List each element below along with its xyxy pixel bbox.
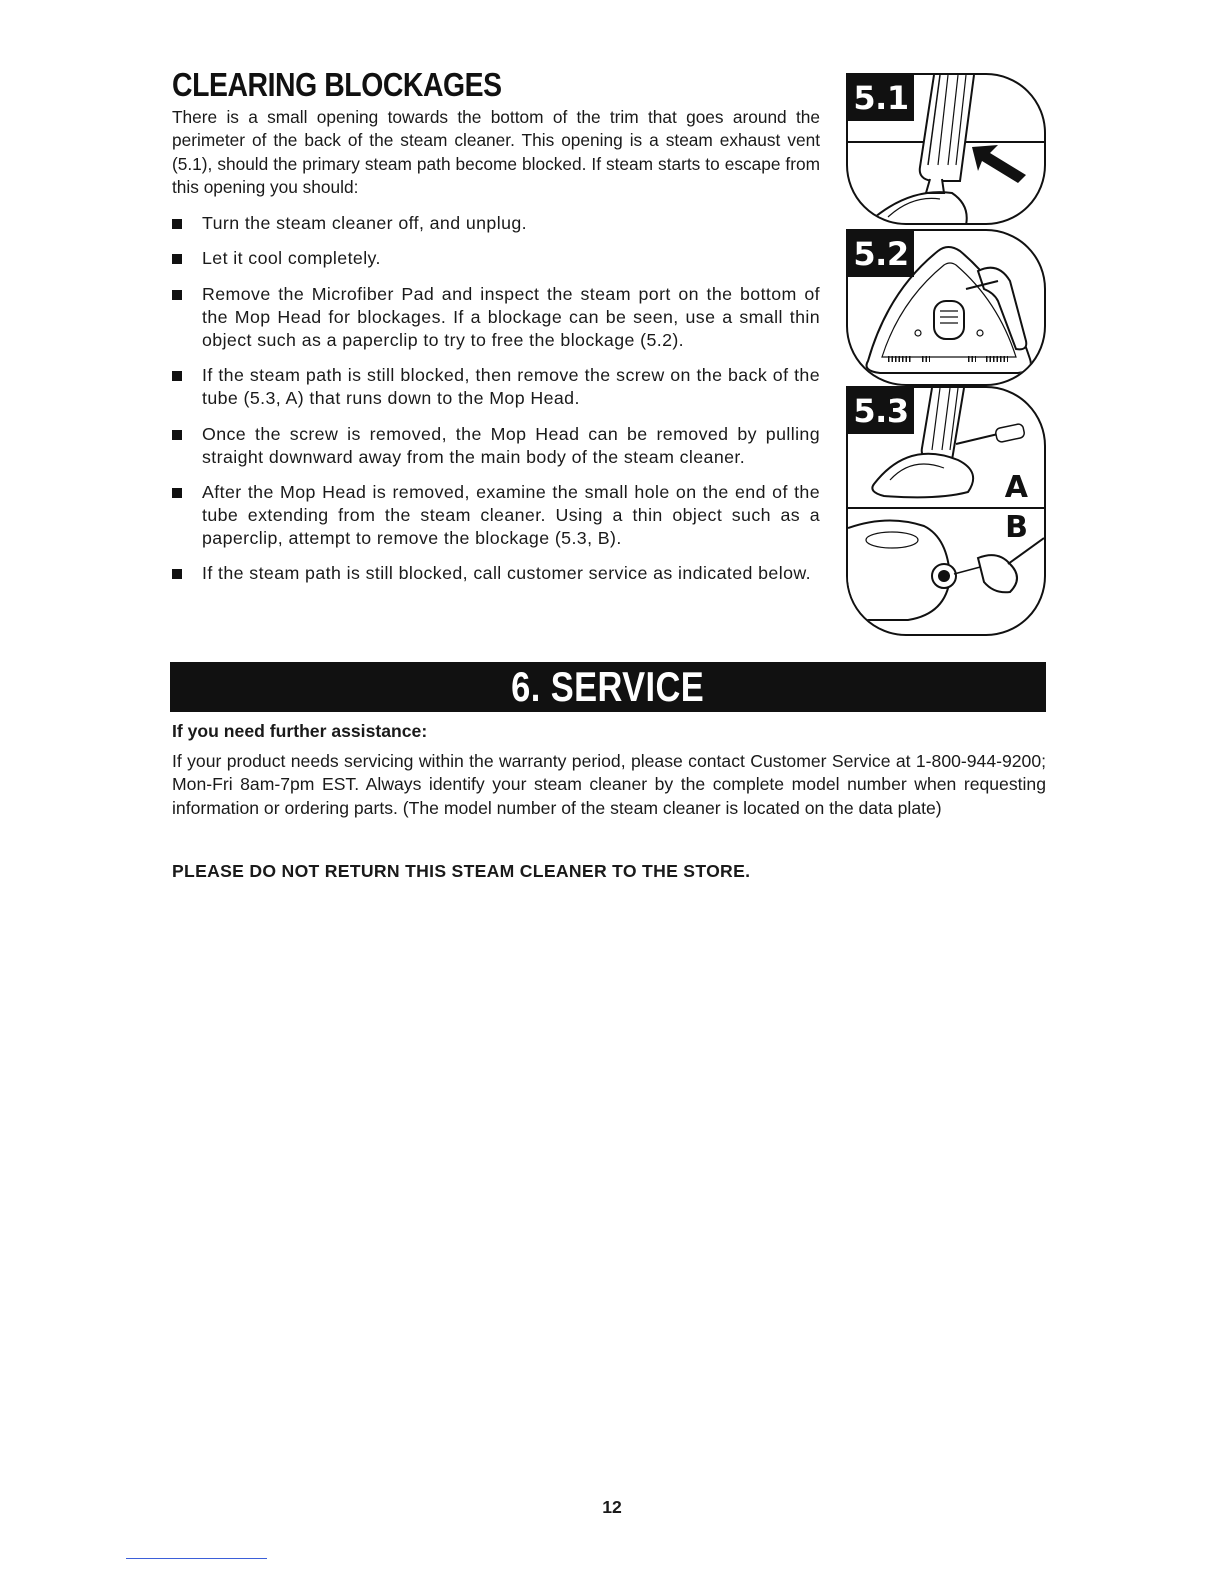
- figure-5-1: [846, 73, 1046, 225]
- list-item: [172, 212, 820, 235]
- steps-list: [172, 212, 820, 598]
- list-item: [172, 283, 820, 352]
- step-text: Turn the steam cleaner off, and unplug.: [202, 213, 527, 233]
- footer-rule: [126, 1558, 267, 1559]
- intro-paragraph: There is a small opening towards the bottom of the trim that goes around the perimeter of the back of the steam cleaner. This opening is a steam exhaust vent (5.1), should the primary steam path become blocked. If steam starts to escape from this opening you should:: [172, 107, 820, 197]
- step-text: Once the screw is removed, the Mop Head can be removed by pulling straight downward away from the main body of the steam cleaner.: [202, 423, 820, 467]
- square-bullet-icon: [172, 569, 182, 579]
- service-header-bar: [170, 662, 1046, 712]
- step-text: If the steam path is still blocked, then remove the screw on the back of the tube (5.3, A) that runs down to the Mop Head.: [202, 365, 820, 409]
- square-bullet-icon: [172, 430, 182, 440]
- list-item: [172, 481, 820, 550]
- figure-callout-b: B: [1005, 510, 1028, 545]
- square-bullet-icon: [172, 290, 182, 300]
- list-item: [172, 364, 820, 410]
- square-bullet-icon: [172, 219, 182, 229]
- list-item: [172, 562, 820, 585]
- figure-5-3: [846, 386, 1046, 636]
- figure-5-2: [846, 229, 1046, 386]
- step-text: After the Mop Head is removed, examine the small hole on the end of the tube extending from the steam cleaner. Using a thin object such as a paperclip, attempt to remove the blockage (5.3, B).: [202, 481, 820, 548]
- square-bullet-icon: [172, 488, 182, 498]
- service-title: 6. SERVICE: [511, 663, 705, 710]
- figure-label: 5.3: [848, 388, 914, 434]
- figure-label: 5.1: [848, 75, 914, 121]
- list-item: [172, 423, 820, 469]
- square-bullet-icon: [172, 371, 182, 381]
- section-title: CLEARING BLOCKAGES: [172, 66, 502, 103]
- service-paragraph: If your product needs servicing within the warranty period, please contact Customer Service at 1-800-944-9200; Mon-Fri 8am-7pm EST. Always identify your steam cleaner by the complete model number when requesting information or ordering parts. (The model number of the steam cleaner is located on the data plate): [172, 751, 1046, 818]
- step-text: Remove the Microfiber Pad and inspect the steam port on the bottom of the Mop Head for blockages. If a blockage can be seen, use a small thin object such as a paperclip to try to free the blockage (5.2).: [202, 283, 820, 350]
- list-item: [172, 247, 820, 270]
- assistance-heading: If you need further assistance:: [172, 721, 428, 741]
- figure-callout-a: A: [1004, 470, 1028, 505]
- figure-label: 5.2: [848, 231, 914, 277]
- step-text: If the steam path is still blocked, call customer service as indicated below.: [202, 563, 811, 584]
- page-number: 12: [602, 1497, 622, 1517]
- return-warning: PLEASE DO NOT RETURN THIS STEAM CLEANER TO THE STORE.: [172, 861, 751, 881]
- step-text: Let it cool completely.: [202, 248, 381, 269]
- square-bullet-icon: [172, 254, 182, 264]
